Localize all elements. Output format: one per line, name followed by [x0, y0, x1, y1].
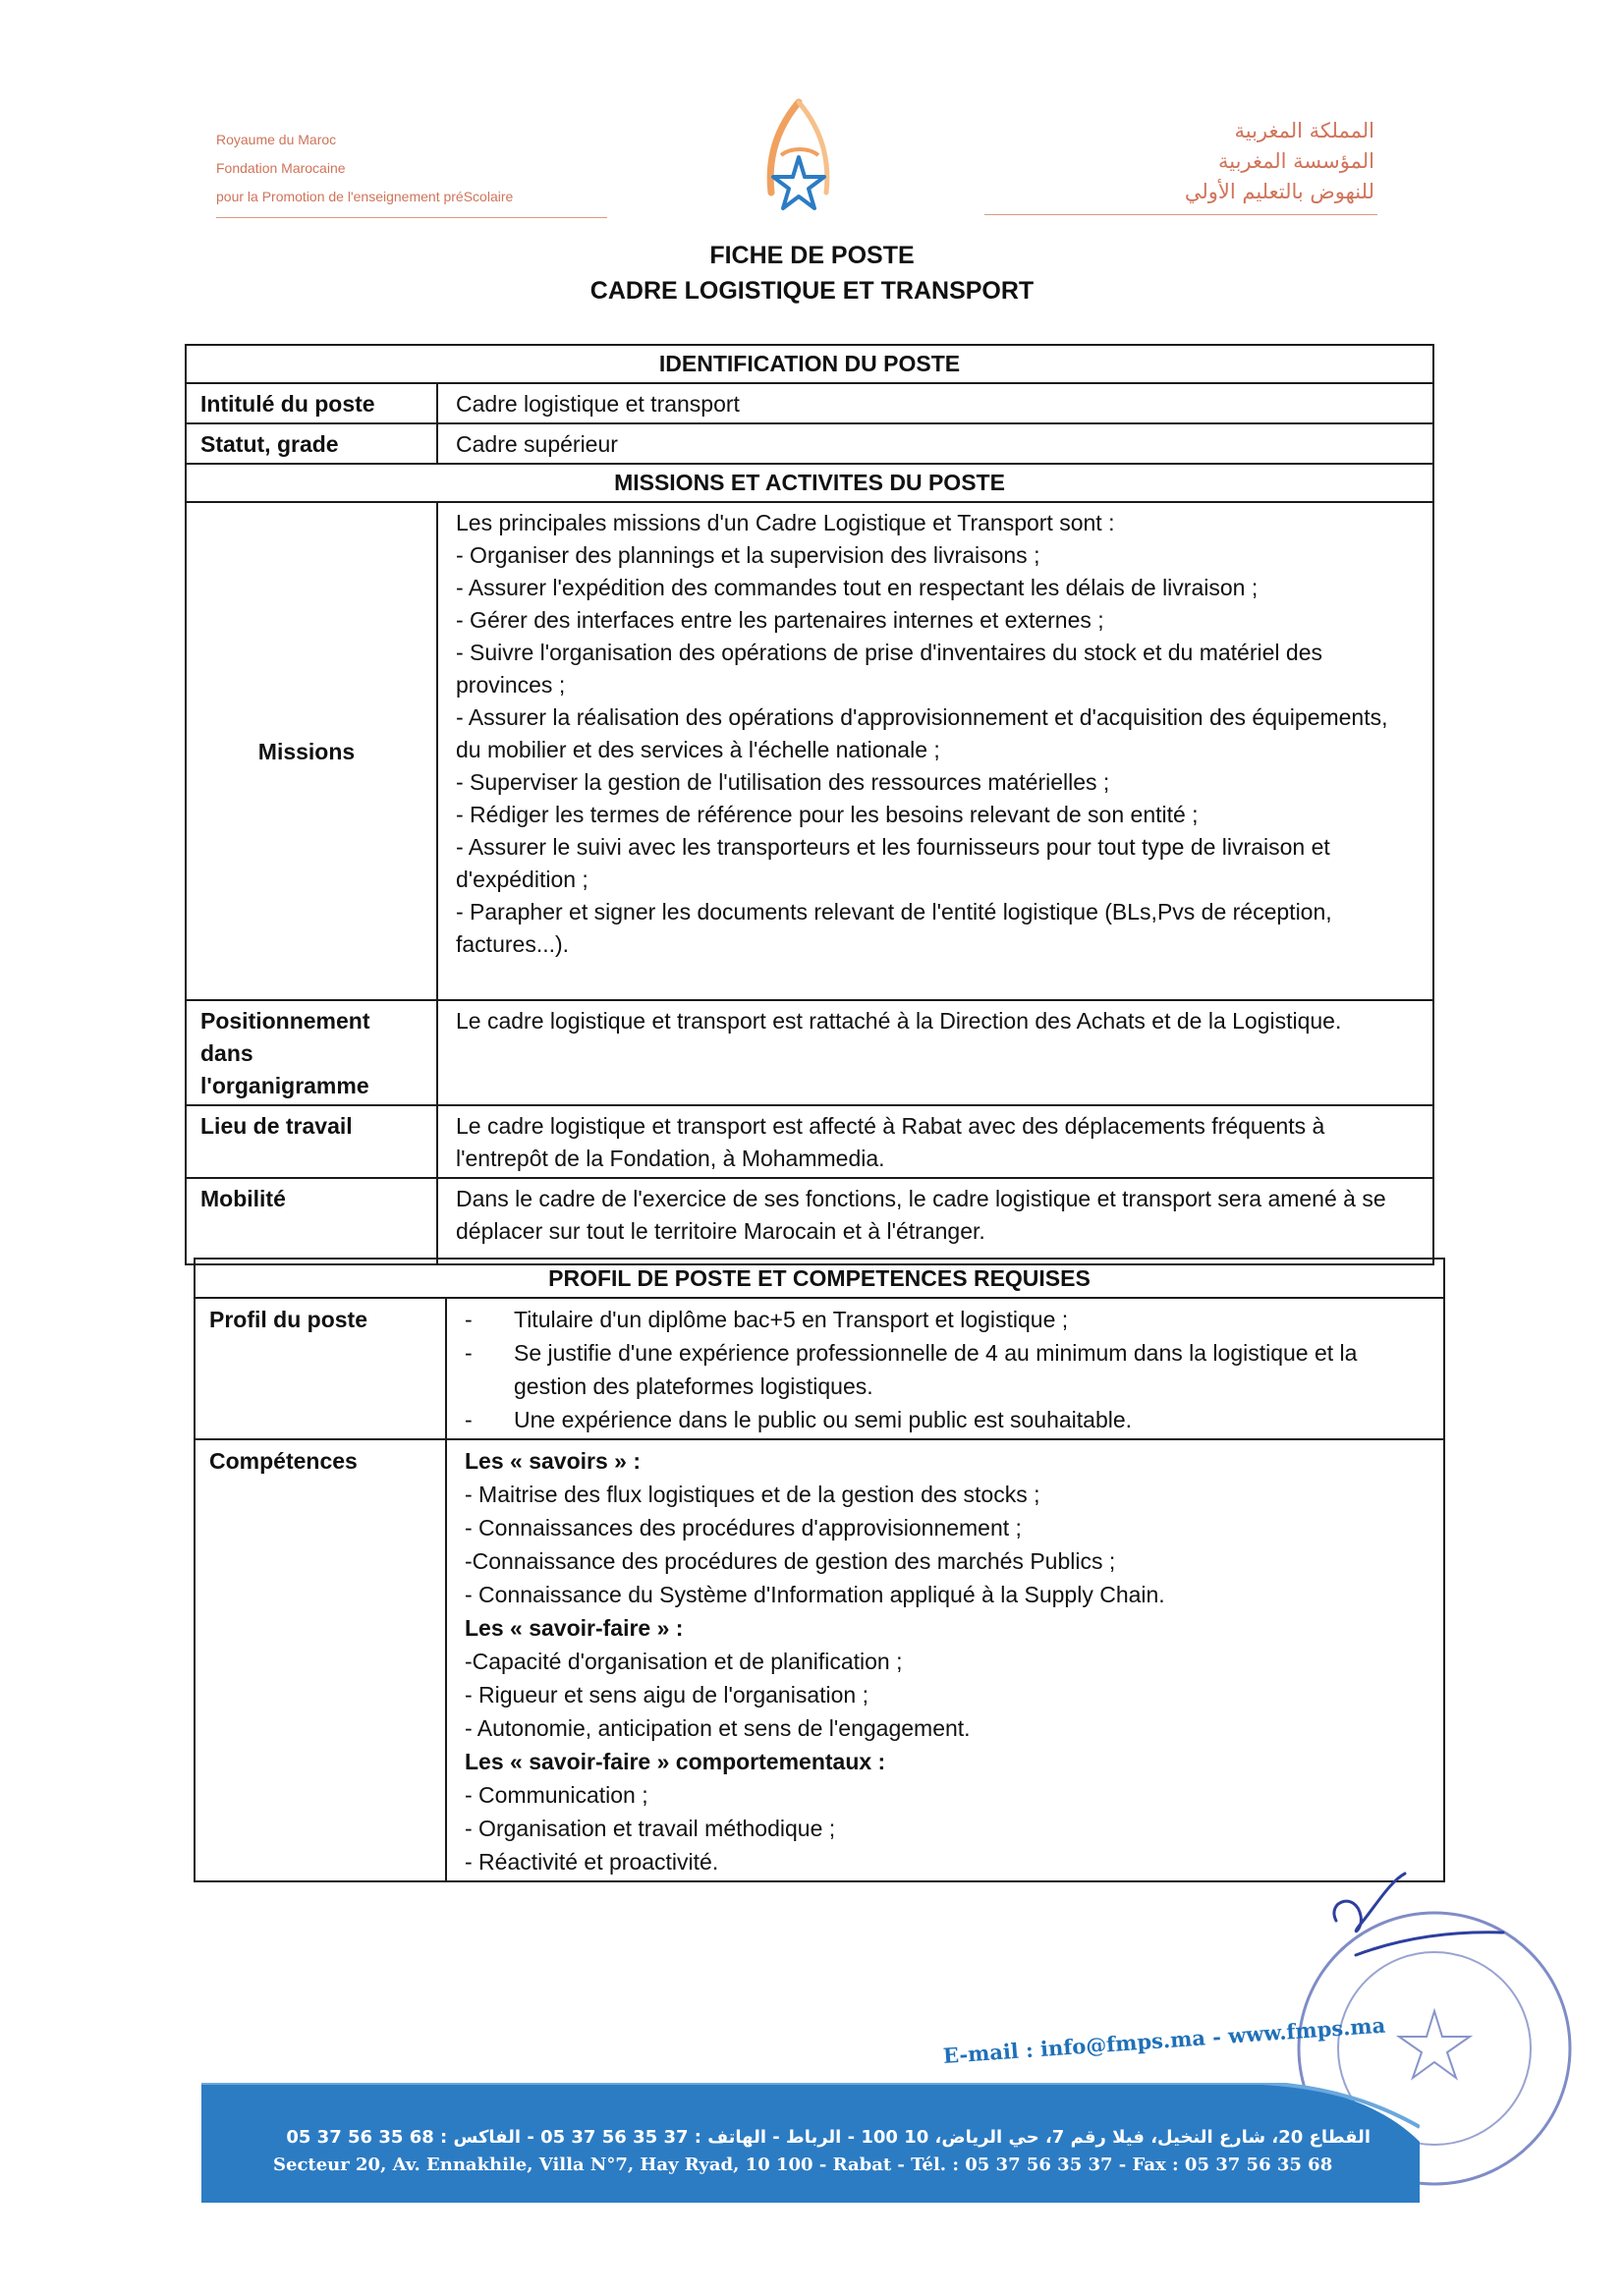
signature-icon: [1267, 1862, 1523, 2098]
missions-line: - Suivre l'organisation des opérations de prise d'inventaires du stock et du matériel des provinces ;: [456, 640, 1322, 698]
profil-value: [447, 1299, 1443, 1438]
missions-line: - Assurer l'expédition des commandes tout en respectant les délais de livraison ;: [456, 575, 1259, 600]
mobilite-value: Dans le cadre de l'exercice de ses fonctions, le cadre logistique et transport sera amené à se déplacer sur tout le territoire Marocain et à l'étranger.: [456, 1186, 1386, 1244]
savoirs-item: -Connaissance des procédures de gestion des marchés Publics ;: [465, 1548, 1116, 1574]
lieu-label: Lieu de travail: [187, 1106, 438, 1177]
comportementaux-item: - Organisation et travail méthodique ;: [465, 1816, 836, 1841]
comportementaux-item: - Réactivité et proactivité.: [465, 1849, 719, 1875]
missions-line: - Assurer la réalisation des opérations d'approvisionnement et d'acquisition des équipements, du mobilier et des services à l'échelle nationale ;: [456, 704, 1388, 762]
job-table-main: [185, 344, 1434, 1265]
header-ar-rule: [984, 214, 1377, 215]
savoirs-item: - Maitrise des flux logistiques et de la gestion des stocks ;: [465, 1482, 1040, 1507]
savoirs-heading: Les « savoirs » :: [465, 1448, 641, 1474]
document-subtitle: CADRE LOGISTIQUE ET TRANSPORT: [589, 277, 1035, 305]
missions-line: - Organiser des plannings et la supervision des livraisons ;: [456, 542, 1040, 568]
missions-line: - Superviser la gestion de l'utilisation des ressources matérielles ;: [456, 769, 1110, 795]
header-fr-line-2: Fondation Marocaine: [216, 160, 346, 176]
profil-item: - Une expérience dans le public ou semi public est souhaitable.: [465, 1407, 1133, 1432]
row-statut: [187, 424, 1432, 465]
row-positionnement: [187, 1001, 1432, 1106]
header-fr-rule: [216, 217, 607, 218]
competences-value: [447, 1440, 1443, 1880]
savoir-faire-heading: Les « savoir-faire » :: [465, 1615, 684, 1641]
header-ar-line-1: المملكة المغربية: [1234, 119, 1374, 142]
fmps-logo-icon: [752, 98, 846, 218]
profil-item: - Titulaire d'un diplôme bac+5 en Transport et logistique ;: [465, 1307, 1069, 1332]
header-ar-line-2: المؤسسة المغربية: [1217, 149, 1374, 173]
profil-label: Profil du poste: [196, 1299, 447, 1438]
row-profil: [196, 1299, 1443, 1440]
profil-item: - Se justifie d'une expérience professionnelle de 4 au minimum dans la logistique et la gestion des plateformes logistiques.: [465, 1340, 1358, 1399]
document-title: FICHE DE POSTE: [709, 242, 915, 269]
comportementaux-heading: Les « savoir-faire » comportementaux :: [465, 1749, 886, 1774]
section-identification-heading: IDENTIFICATION DU POSTE: [187, 346, 1432, 384]
missions-line: - Rédiger les termes de référence pour les besoins relevant de son entité ;: [456, 802, 1199, 827]
missions-label: Missions: [187, 503, 438, 999]
footer-address-arabic: القطاع 20، شارع النخيل، فيلا رقم 7، حي الرياض، 10 100 - الرباط - الهاتف : 37 35 56 37 05 - الفاكس : 68 35 56 37 05: [286, 2127, 1371, 2148]
savoirs-item: - Connaissance du Système d'Information appliqué à la Supply Chain.: [465, 1582, 1165, 1607]
missions-line: Les principales missions d'un Cadre Logistique et Transport sont :: [456, 510, 1115, 535]
footer-email: E-mail : info@fmps.ma - www.fmps.ma: [942, 2012, 1386, 2068]
lieu-value: Le cadre logistique et transport est affecté à Rabat avec des déplacements fréquents à l'entrepôt de la Fondation, à Mohammedia.: [456, 1113, 1325, 1171]
competences-label: Compétences: [196, 1440, 447, 1880]
header-fr-line-1: Royaume du Maroc: [216, 132, 337, 147]
statut-value: Cadre supérieur: [456, 431, 618, 457]
header-fr-line-3: pour la Promotion de l'enseignement préScolaire: [216, 189, 514, 204]
comportementaux-item: - Communication ;: [465, 1782, 648, 1808]
row-missions: [187, 503, 1432, 1001]
row-lieu: [187, 1106, 1432, 1179]
savoir-faire-item: - Rigueur et sens aigu de l'organisation ;: [465, 1682, 868, 1708]
missions-value: [438, 503, 1432, 999]
row-intitule: [187, 384, 1432, 424]
row-mobilite: [187, 1179, 1432, 1263]
mobilite-label: Mobilité: [187, 1179, 438, 1263]
section-profil-heading: PROFIL DE POSTE ET COMPETENCES REQUISES: [196, 1260, 1443, 1299]
positionnement-label: Positionnement dans l'organigramme: [187, 1001, 438, 1104]
missions-line: - Gérer des interfaces entre les partenaires internes et externes ;: [456, 607, 1104, 633]
missions-line: - Assurer le suivi avec les transporteurs et les fournisseurs pour tout type de livraison et d'expédition ;: [456, 834, 1330, 892]
header-french: [216, 126, 607, 218]
intitule-value: Cadre logistique et transport: [456, 391, 740, 417]
header-ar-line-3: للنهوض بالتعليم الأولي: [1184, 180, 1374, 203]
section-missions-heading: MISSIONS ET ACTIVITES DU POSTE: [187, 465, 1432, 503]
header-arabic: [1185, 116, 1374, 207]
statut-label: Statut, grade: [187, 424, 438, 463]
savoirs-item: - Connaissances des procédures d'approvisionnement ;: [465, 1515, 1022, 1540]
footer-address-french: Secteur 20, Av. Ennakhile, Villa N°7, Hay Ryad, 10 100 - Rabat - Tél. : 05 37 56 35 37 - Fax : 05 37 56 35 68: [273, 2155, 1333, 2175]
job-table-profile: [194, 1258, 1445, 1882]
intitule-label: Intitulé du poste: [187, 384, 438, 422]
missions-line: - Parapher et signer les documents relevant de l'entité logistique (BLs,Pvs de réception, factures...).: [456, 899, 1332, 957]
savoir-faire-item: -Capacité d'organisation et de planification ;: [465, 1649, 903, 1674]
positionnement-value: Le cadre logistique et transport est rattaché à la Direction des Achats et de la Logistique.: [456, 1008, 1342, 1034]
savoir-faire-item: - Autonomie, anticipation et sens de l'engagement.: [465, 1715, 971, 1741]
row-competences: [196, 1440, 1443, 1880]
